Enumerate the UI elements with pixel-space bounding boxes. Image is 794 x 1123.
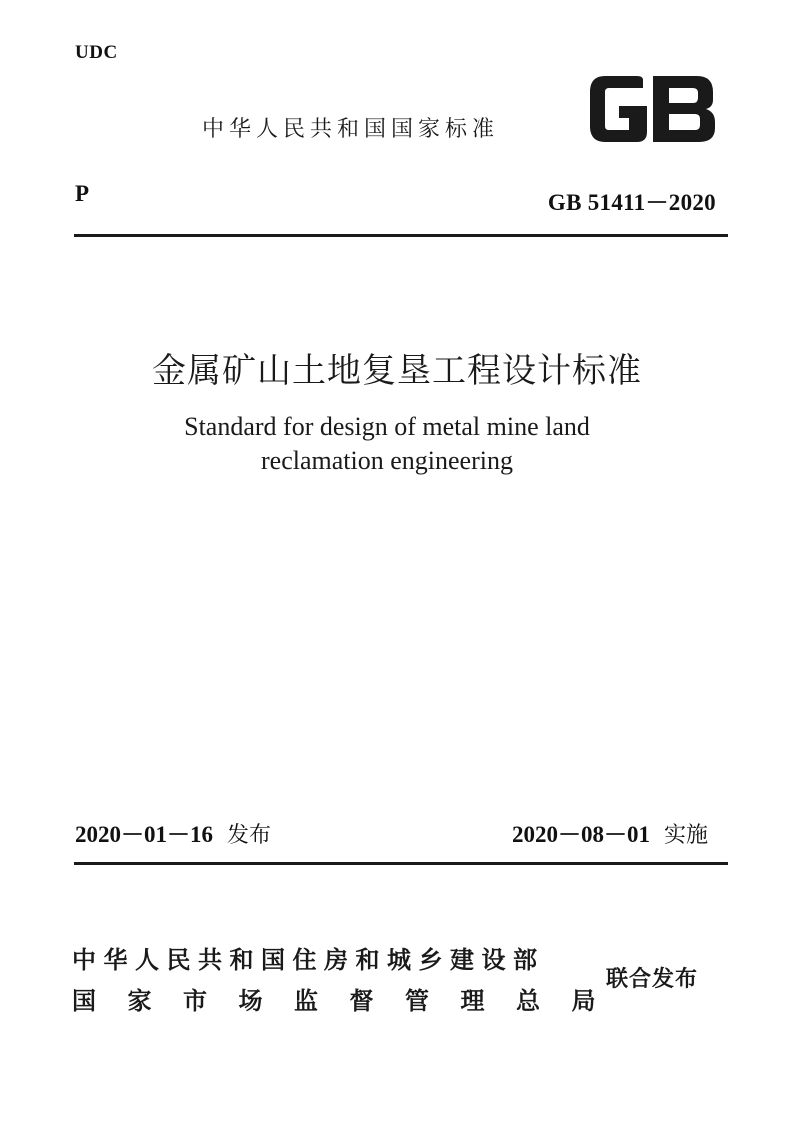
title-chinese: 金属矿山土地复垦工程设计标准 bbox=[152, 351, 642, 391]
issuer-ministry: 中华人民共和国住房和城乡建设部 bbox=[72, 946, 545, 974]
udc-label: UDC bbox=[75, 42, 118, 63]
issue-date-row bbox=[75, 816, 271, 849]
header-divider bbox=[74, 234, 728, 237]
issue-label: 发布 bbox=[227, 823, 272, 848]
title-english bbox=[0, 410, 774, 478]
footer-divider bbox=[74, 862, 728, 865]
national-standard-heading: 中华人民共和国国家标准 bbox=[202, 117, 500, 142]
gb-logo bbox=[585, 74, 719, 144]
title-english-line1: Standard for design of metal mine land bbox=[184, 412, 590, 441]
issuer-administration: 国家市场监督管理总局 bbox=[72, 987, 627, 1015]
implementation-date-row bbox=[512, 816, 708, 849]
implementation-date: 2020－08－01 bbox=[511, 822, 650, 847]
title-english-line2: reclamation engineering bbox=[261, 446, 513, 475]
issuing-authorities bbox=[72, 940, 627, 1016]
issue-date: 2020－01－16 bbox=[75, 822, 213, 847]
category-code: P bbox=[75, 181, 90, 206]
standard-number: GB 51411－2020 bbox=[547, 190, 716, 215]
joint-issue-label: 联合发布 bbox=[606, 967, 699, 992]
implementation-label: 实施 bbox=[663, 823, 708, 848]
